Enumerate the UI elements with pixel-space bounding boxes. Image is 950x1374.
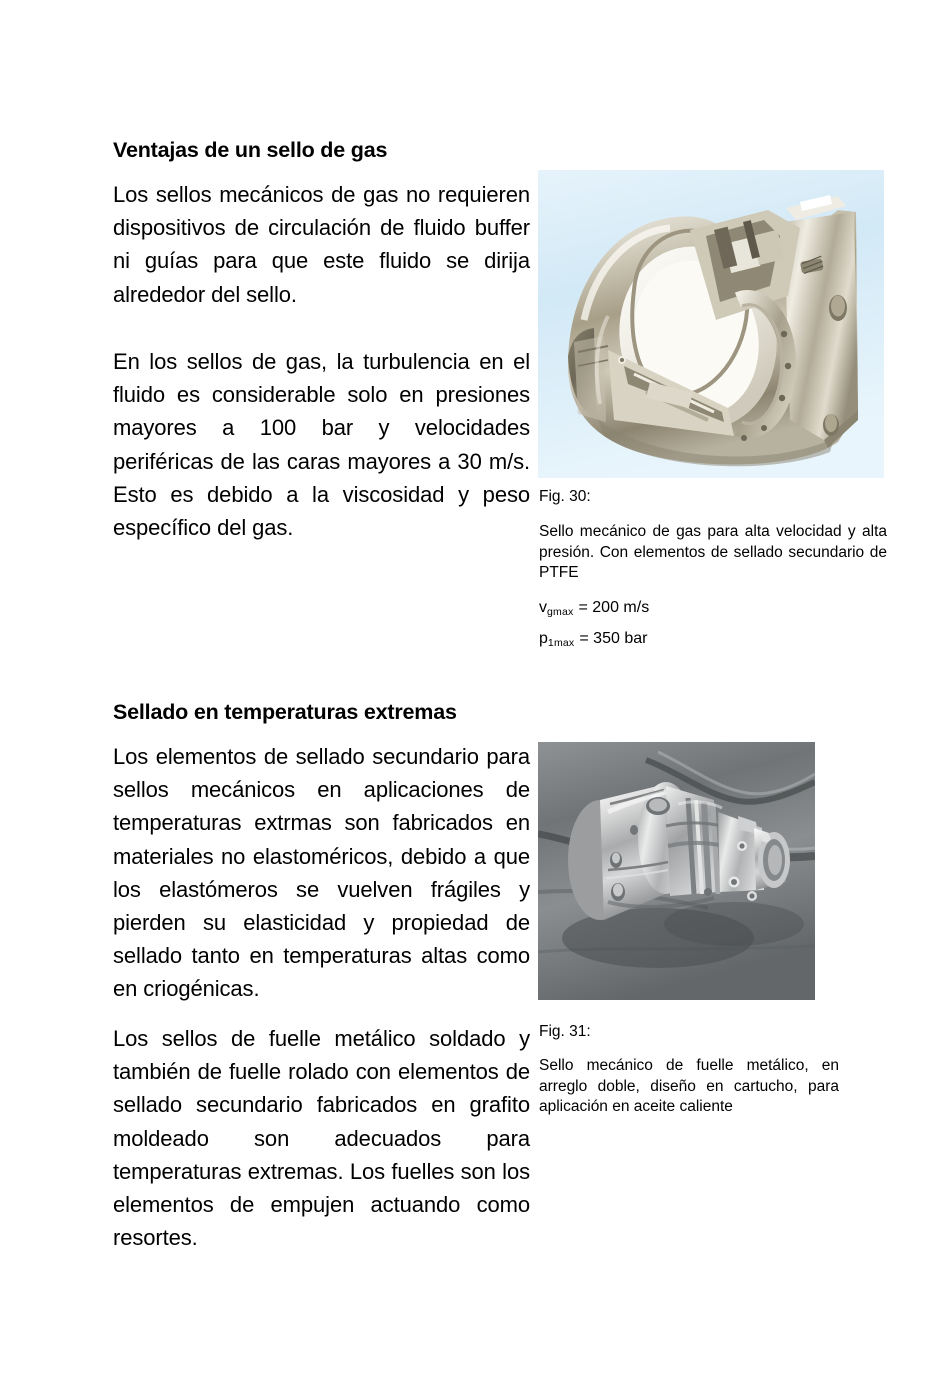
paragraph-secondary-sealing-elements: Los elementos de sellado secundario para sellos mecánicos en aplicaciones de temperaturas extrmas son fabricados en materiales no elastoméricos, debido a que los elastómeros se vuelven frágiles y pierden su elasticidad y propiedad de sellado tanto en temperaturas altas como en criogénicas. bbox=[113, 744, 530, 1002]
section-heading-gas-seal-advantages: Ventajas de un sello de gas bbox=[113, 138, 388, 162]
paragraph-gas-seal-no-buffer: Los sellos mecánicos de gas no requieren dispositivos de circulación de fluido buffer ni guías para que este fluido se dirija alrededor del sello. bbox=[113, 182, 530, 307]
figure-30-spec-velocity bbox=[539, 595, 649, 622]
figure-30-label: Fig. 30: bbox=[539, 488, 591, 505]
spec-subscript-gmax: gmax bbox=[547, 606, 574, 618]
figure-31-image bbox=[538, 742, 815, 1000]
bellows-seal-illustration bbox=[538, 742, 815, 1000]
spec-symbol-p: p bbox=[539, 630, 548, 647]
gas-seal-illustration bbox=[538, 170, 884, 478]
figure-31-caption: Sello mecánico de fuelle metálico, en arreglo doble, diseño en cartucho, para aplicación en aceite caliente bbox=[539, 1057, 839, 1115]
spec-subscript-1max: 1max bbox=[547, 637, 575, 649]
section-heading-extreme-temperature-sealing: Sellado en temperaturas extremas bbox=[113, 700, 457, 724]
spec-value-pressure: = 350 bar bbox=[579, 630, 648, 647]
figure-31-label: Fig. 31: bbox=[539, 1023, 591, 1040]
paragraph-metal-bellows-seals: Los sellos de fuelle metálico soldado y también de fuelle rolado con elementos de sellado secundario fabricados en grafito moldeado son adecuados para temperaturas extremas. Los fuelles son los elementos de empujen actuando como resortes. bbox=[113, 1026, 530, 1251]
figure-30-image bbox=[538, 170, 884, 478]
spec-value-velocity: = 200 m/s bbox=[578, 599, 650, 616]
spec-symbol-v: v bbox=[539, 599, 547, 616]
figure-30-spec-pressure bbox=[539, 626, 647, 653]
paragraph-gas-seal-turbulence: En los sellos de gas, la turbulencia en el fluido es considerable solo en presiones mayores a 100 bar y velocidades periféricas de las caras mayores a 30 m/s. Esto es debido a la viscosidad y peso específico del gas. bbox=[113, 349, 530, 541]
figure-30-caption: Sello mecánico de gas para alta velocidad y alta presión. Con elementos de sellado secundario de PTFE bbox=[539, 523, 887, 581]
